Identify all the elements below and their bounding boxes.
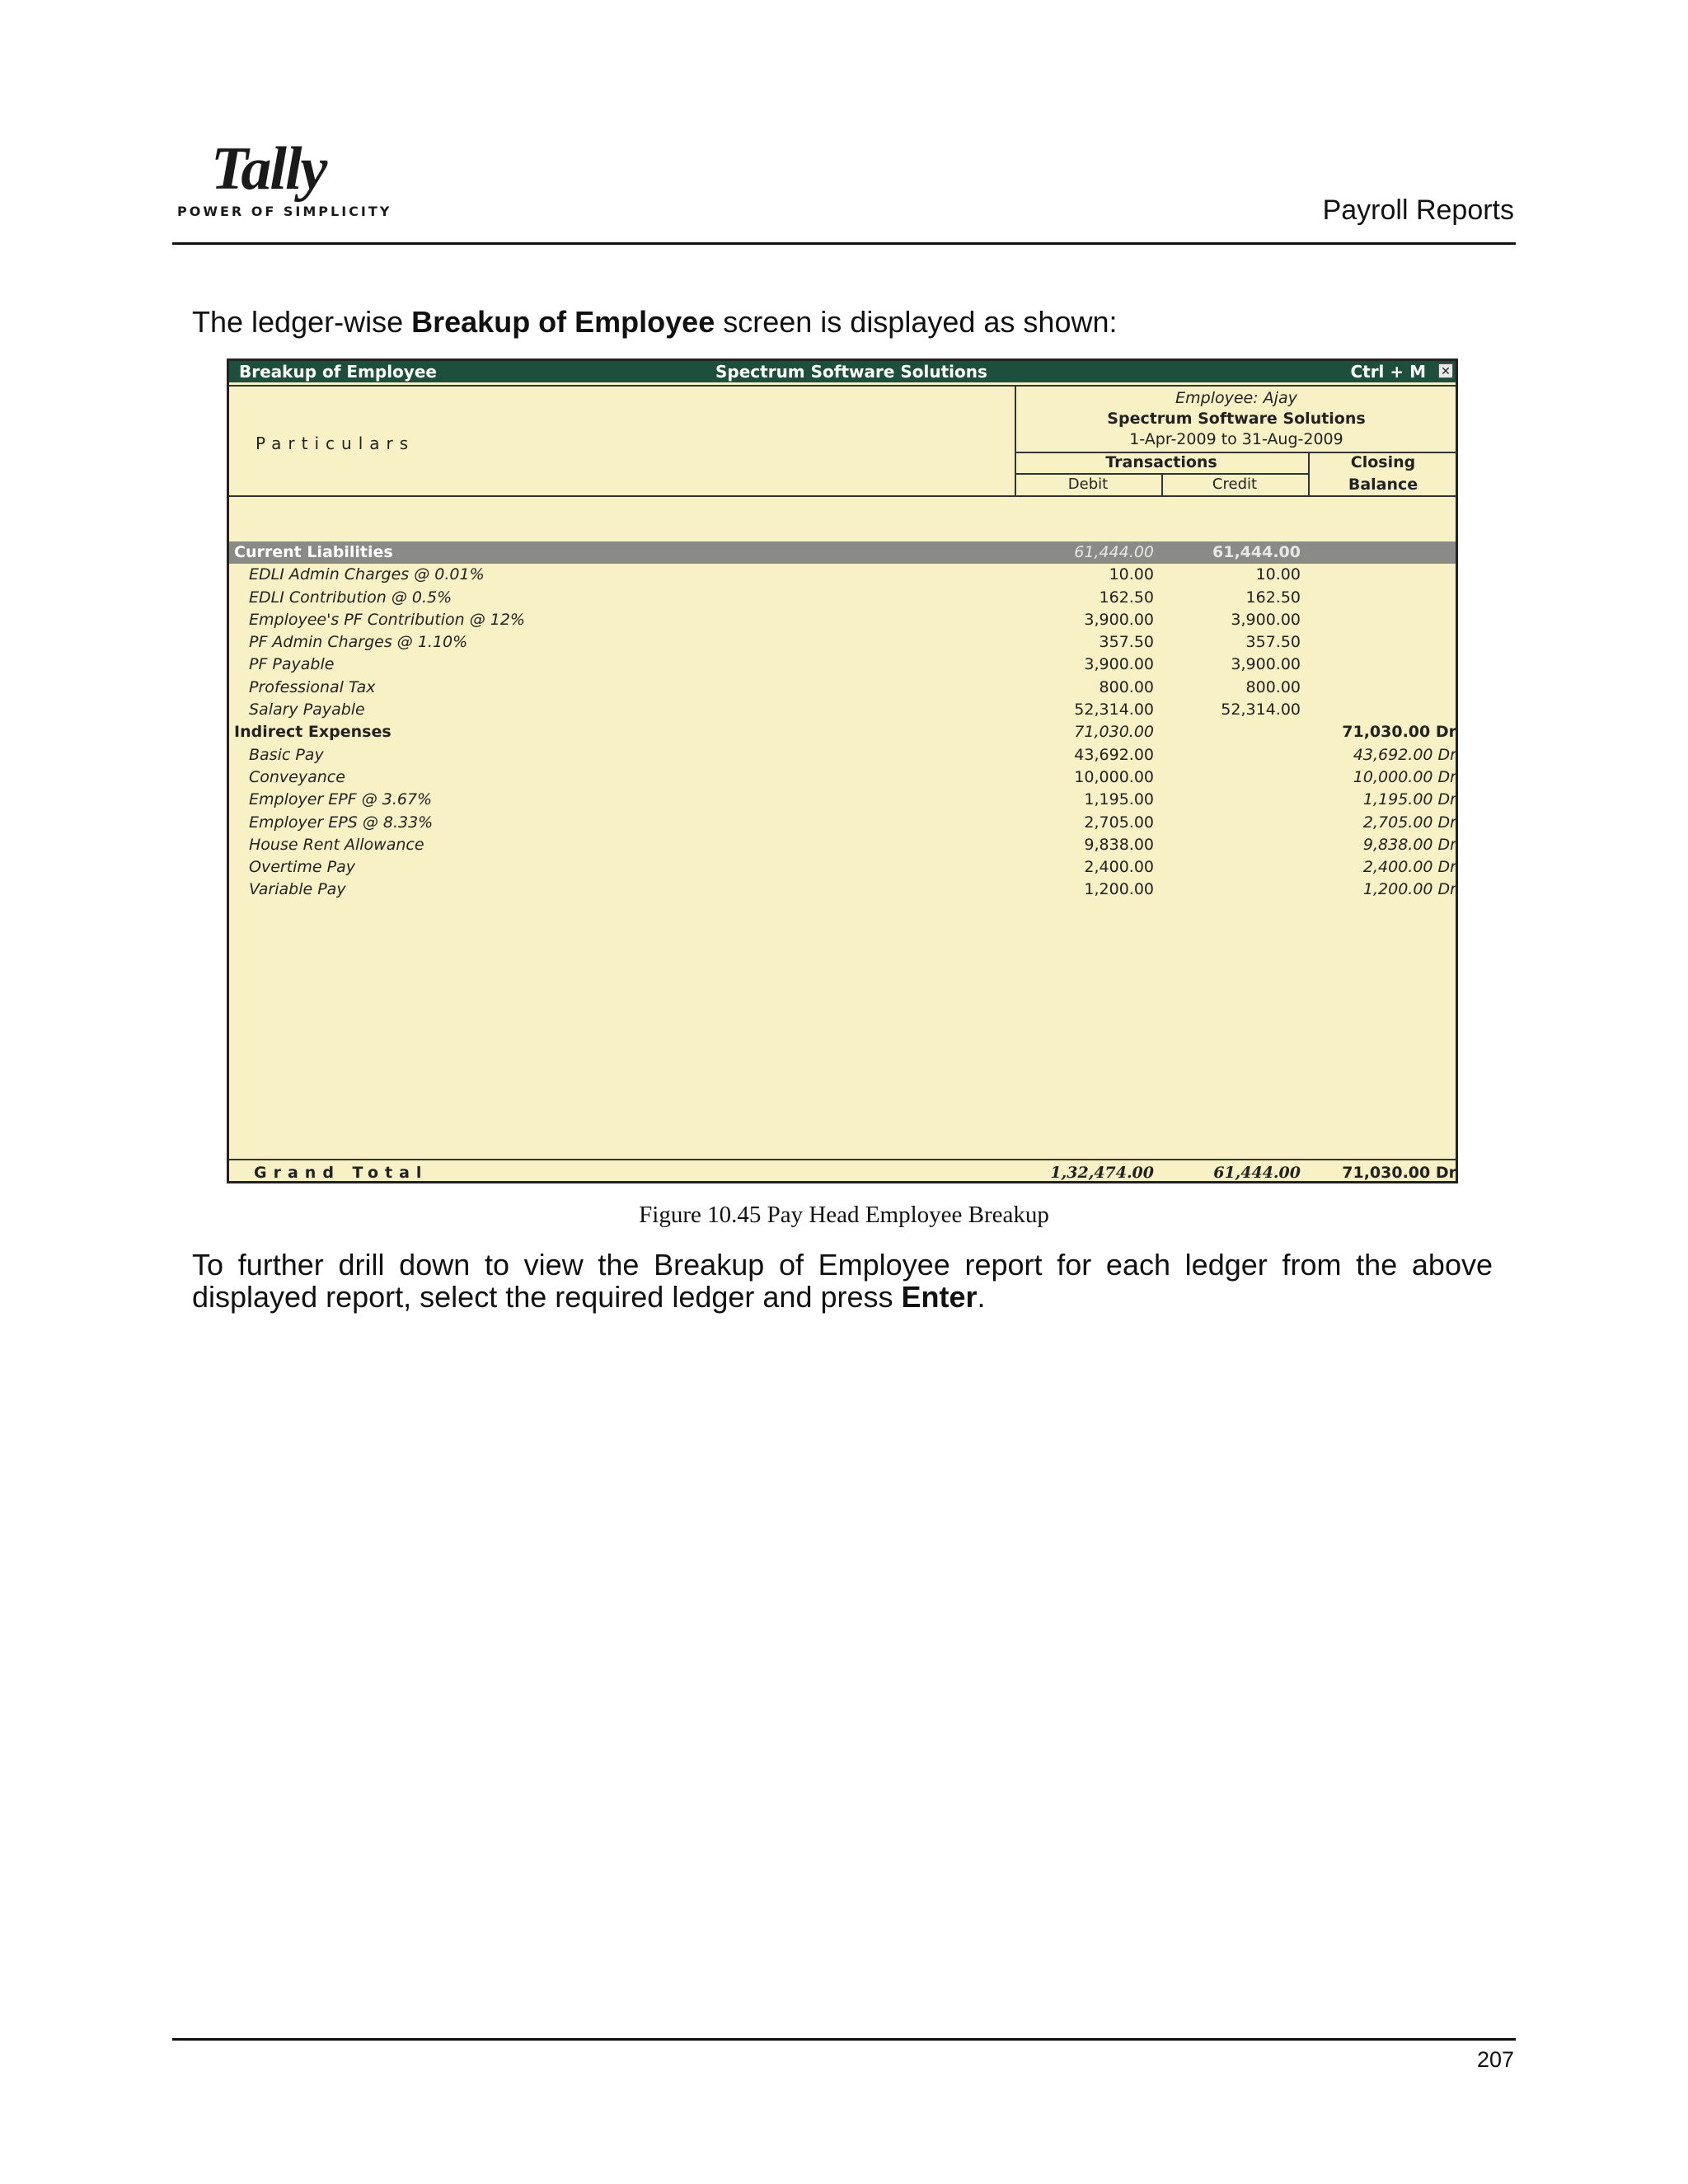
row-name: Variable Pay (249, 880, 346, 899)
paragraph-end: . (977, 1280, 986, 1314)
group-row[interactable] (229, 721, 1456, 743)
transactions-header: Transactions (1105, 453, 1217, 471)
header-bottom-rule (229, 495, 1456, 497)
row-debit: 1,200.00 (1084, 880, 1154, 899)
logo-tagline: POWER OF SIMPLICITY (177, 204, 392, 219)
row-balance: 9,838.00 Dr (1362, 835, 1456, 854)
row-credit: 10.00 (1255, 565, 1301, 584)
intro-suffix: screen is displayed as shown: (715, 305, 1118, 339)
row-name: Conveyance (249, 767, 345, 786)
row-balance: 1,195.00 Dr (1362, 790, 1456, 809)
row-debit: 3,900.00 (1084, 655, 1154, 674)
group-row[interactable] (229, 541, 1456, 564)
ledger-row[interactable] (229, 766, 1456, 789)
row-debit: 9,838.00 (1084, 835, 1154, 854)
row-debit: 10,000.00 (1074, 767, 1154, 786)
row-credit: 162.50 (1245, 588, 1301, 607)
intro-text (192, 305, 1117, 340)
grand-total-debit: 1,32,474.00 (1050, 1164, 1154, 1182)
row-name: House Rent Allowance (249, 835, 424, 854)
row-debit: 162.50 (1099, 588, 1154, 607)
header-rule (172, 242, 1516, 245)
paragraph-text: To further drill down to view the Breakup of Employee report for each ledger from the above displayed report, select the required ledger and press (192, 1248, 1493, 1314)
ledger-row[interactable] (229, 587, 1456, 609)
row-name: Employer EPF @ 3.67% (249, 790, 433, 809)
ledger-row[interactable] (229, 699, 1456, 721)
body-paragraph (192, 1249, 1493, 1313)
row-debit: 71,030.00 (1074, 723, 1154, 742)
row-credit: 800.00 (1245, 677, 1301, 696)
intro-prefix: The ledger-wise (192, 305, 412, 339)
intro-bold: Breakup of Employee (411, 305, 715, 339)
employee-name: Employee: Ajay (1175, 389, 1297, 407)
row-name: Current Liabilities (234, 543, 393, 561)
row-name: Basic Pay (249, 745, 324, 764)
row-debit: 2,400.00 (1084, 858, 1154, 877)
row-name: Overtime Pay (249, 858, 356, 877)
row-debit: 43,692.00 (1074, 745, 1154, 764)
row-name: PF Admin Charges @ 1.10% (249, 633, 468, 652)
row-balance: 43,692.00 Dr (1353, 745, 1456, 764)
row-name: EDLI Contribution @ 0.5% (249, 588, 452, 607)
credit-header: Credit (1212, 476, 1258, 493)
row-balance: 2,400.00 Dr (1362, 858, 1456, 877)
ledger-row[interactable] (229, 631, 1456, 654)
row-name: Salary Payable (249, 701, 365, 719)
breakup-window (227, 359, 1458, 1183)
row-debit: 800.00 (1099, 677, 1154, 696)
row-debit: 357.50 (1099, 633, 1154, 652)
row-balance: 2,705.00 Dr (1362, 813, 1456, 832)
window-titlebar (229, 361, 1456, 382)
grand-total-rule (229, 1159, 1456, 1160)
row-balance: 71,030.00 Dr (1342, 723, 1456, 742)
tally-logo (175, 135, 392, 227)
grand-total-label: Grand Total (254, 1164, 429, 1182)
ledger-row[interactable] (229, 654, 1456, 676)
particulars-header: Particulars (256, 434, 415, 453)
row-balance: 10,000.00 Dr (1353, 767, 1456, 786)
ledger-rows (229, 541, 1456, 902)
shortcut-label: Ctrl + M (1350, 362, 1426, 382)
ledger-row[interactable] (229, 856, 1456, 879)
row-name: PF Payable (249, 655, 335, 674)
row-credit: 61,444.00 (1212, 543, 1301, 561)
row-name: Employer EPS @ 8.33% (249, 813, 434, 832)
balance-header: Balance (1348, 476, 1418, 494)
logo-wordmark: Tally (211, 135, 326, 203)
close-icon[interactable]: ✕ (1438, 363, 1453, 378)
row-credit: 52,314.00 (1221, 701, 1301, 719)
window-company: Spectrum Software Solutions (715, 362, 987, 382)
ledger-row[interactable] (229, 609, 1456, 631)
row-balance: 1,200.00 Dr (1362, 880, 1456, 899)
row-debit: 1,195.00 (1084, 790, 1154, 809)
window-title: Breakup of Employee (239, 362, 437, 382)
row-credit: 3,900.00 (1231, 610, 1301, 629)
row-debit: 61,444.00 (1074, 543, 1154, 561)
grand-total-row (229, 1162, 1456, 1183)
debit-header: Debit (1067, 476, 1109, 493)
ledger-row[interactable] (229, 812, 1456, 834)
row-name: EDLI Admin Charges @ 0.01% (249, 565, 485, 584)
report-period: 1-Apr-2009 to 31-Aug-2009 (1129, 430, 1343, 448)
row-debit: 10.00 (1109, 565, 1154, 584)
row-debit: 52,314.00 (1074, 701, 1154, 719)
paragraph-bold: Enter (901, 1280, 978, 1314)
ledger-row[interactable] (229, 834, 1456, 856)
section-title: Payroll Reports (1322, 194, 1514, 226)
page-number: 207 (1476, 2047, 1514, 2072)
figure-caption: Figure 10.45 Pay Head Employee Breakup (639, 1202, 1049, 1228)
row-name: Employee's PF Contribution @ 12% (249, 610, 525, 629)
row-credit: 3,900.00 (1231, 655, 1301, 674)
ledger-row[interactable] (229, 879, 1456, 901)
row-debit: 3,900.00 (1084, 610, 1154, 629)
company-name: Spectrum Software Solutions (1107, 410, 1366, 428)
closing-header: Closing (1350, 453, 1416, 471)
row-debit: 2,705.00 (1084, 813, 1154, 832)
footer-rule (172, 2038, 1516, 2041)
ledger-row[interactable] (229, 677, 1456, 699)
header-top-rule (229, 385, 1456, 387)
grand-total-credit: 61,444.00 (1213, 1164, 1301, 1182)
row-credit: 357.50 (1245, 633, 1301, 652)
grand-total-balance: 71,030.00 Dr (1342, 1164, 1456, 1182)
row-name: Professional Tax (249, 677, 376, 696)
ledger-row[interactable] (229, 789, 1456, 811)
row-name: Indirect Expenses (234, 723, 392, 742)
ledger-row[interactable] (229, 564, 1456, 586)
ledger-row[interactable] (229, 744, 1456, 766)
